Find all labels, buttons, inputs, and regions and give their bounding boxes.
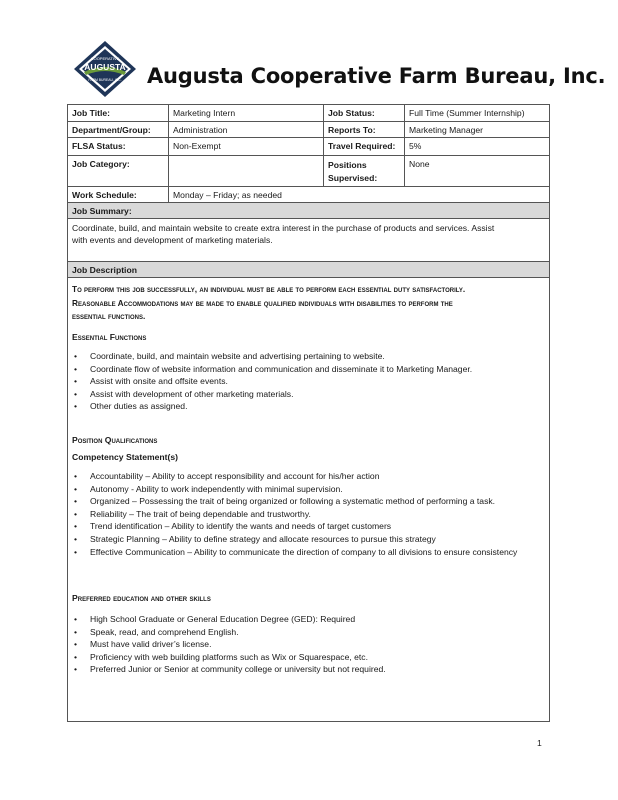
positions-supervised-label bbox=[324, 156, 404, 188]
travel-label: Travel Required: bbox=[328, 141, 396, 151]
list-item: • Effective Communication – Ability to communicate the direction of company to all divisions to ensure consistency bbox=[72, 546, 542, 559]
logo-text-bottom: FARM BUREAU, INC. bbox=[88, 78, 122, 82]
section-divider bbox=[68, 277, 549, 278]
augusta-cooperative-logo bbox=[72, 40, 138, 98]
competency-list bbox=[72, 470, 542, 558]
intro-line: To perform this job successfully, an individual must be able to perform each essential duty satisfactorily. bbox=[72, 284, 466, 294]
intro-line: Reasonable Accommodations may be made to enable qualified individuals with disabilities to perform the bbox=[72, 297, 453, 308]
department-label: Department/Group: bbox=[72, 125, 151, 135]
travel-value: 5% bbox=[409, 141, 422, 151]
job-summary-text bbox=[72, 222, 542, 246]
job-status-label: Job Status: bbox=[328, 108, 375, 118]
list-item: • Must have valid driver’s license. bbox=[72, 638, 542, 651]
positions-label-line2: Supervised: bbox=[328, 173, 378, 183]
list-item: • Proficiency with web building platforms such as Wix or Squarespace, etc. bbox=[72, 651, 542, 664]
section-divider bbox=[68, 218, 549, 219]
positions-supervised-value: None bbox=[409, 159, 430, 169]
flsa-value: Non-Exempt bbox=[173, 141, 221, 151]
list-item: • Coordinate flow of website information and communication and disseminate it to Marketing Manager. bbox=[72, 363, 542, 376]
job-description-heading: Job Description bbox=[72, 265, 137, 275]
list-item: • Autonomy - Ability to work independently with minimal supervision. bbox=[72, 483, 542, 496]
position-qualifications-heading: Position Qualifications bbox=[72, 435, 158, 445]
preferred-education-heading: Preferred education and other skills bbox=[72, 593, 211, 603]
company-name: Augusta Cooperative Farm Bureau, Inc. bbox=[147, 64, 606, 88]
work-schedule-label: Work Schedule: bbox=[72, 190, 137, 200]
list-item: • Strategic Planning – Ability to define strategy and allocate resources to pursue this strategy bbox=[72, 533, 542, 546]
job-description-intro bbox=[72, 283, 550, 324]
list-item: • Coordinate, build, and maintain website and advertising pertaining to website. bbox=[72, 350, 542, 363]
competency-statements-heading: Competency Statement(s) bbox=[72, 452, 179, 462]
page-number: 1 bbox=[537, 738, 542, 748]
work-schedule-value: Monday – Friday; as needed bbox=[173, 190, 282, 200]
job-category-label: Job Category: bbox=[72, 159, 130, 169]
reports-to-value: Marketing Manager bbox=[409, 125, 484, 135]
essential-functions-heading: Essential Functions bbox=[72, 332, 147, 342]
logo-text-main: AUGUSTA bbox=[84, 62, 126, 72]
list-item: • Other duties as assigned. bbox=[72, 400, 542, 413]
positions-label-line1: Positions bbox=[328, 160, 367, 170]
job-status-value: Full Time (Summer Internship) bbox=[409, 108, 525, 118]
reports-to-label: Reports To: bbox=[328, 125, 376, 135]
list-item: • Preferred Junior or Senior at community college or university but not required. bbox=[72, 663, 542, 676]
job-category-value bbox=[169, 156, 323, 162]
list-item: • High School Graduate or General Education Degree (GED): Required bbox=[72, 613, 542, 626]
department-value: Administration bbox=[173, 125, 228, 135]
list-item: • Organized – Possessing the trait of being organized or following a systematic method of performing a task. bbox=[72, 495, 542, 508]
essential-functions-list bbox=[72, 350, 542, 413]
education-list bbox=[72, 613, 542, 676]
job-title-value: Marketing Intern bbox=[173, 108, 236, 118]
job-description-header-bar bbox=[68, 262, 549, 277]
list-item: • Assist with development of other marketing materials. bbox=[72, 388, 542, 401]
list-item: • Trend identification – Ability to identify the wants and needs of target customers bbox=[72, 520, 542, 533]
job-summary-line: Coordinate, build, and maintain website to create extra interest in the purchase of products and services. Assist bbox=[72, 223, 495, 233]
intro-line: essential functions. bbox=[72, 311, 146, 321]
job-summary-header-bar bbox=[68, 203, 549, 218]
list-item: • Speak, read, and comprehend English. bbox=[72, 626, 542, 639]
flsa-label: FLSA Status: bbox=[72, 141, 126, 151]
job-summary-line: with events and development of marketing materials. bbox=[72, 235, 273, 245]
list-item: • Assist with onsite and offsite events. bbox=[72, 375, 542, 388]
job-description-form bbox=[67, 104, 550, 722]
list-item: • Accountability – Ability to accept responsibility and account for his/her action bbox=[72, 470, 542, 483]
list-item: • Reliability – The trait of being dependable and trustworthy. bbox=[72, 508, 542, 521]
job-title-label: Job Title: bbox=[72, 108, 111, 118]
job-summary-heading: Job Summary: bbox=[72, 206, 132, 216]
logo-text-top: COOPERATIVE bbox=[90, 56, 120, 61]
